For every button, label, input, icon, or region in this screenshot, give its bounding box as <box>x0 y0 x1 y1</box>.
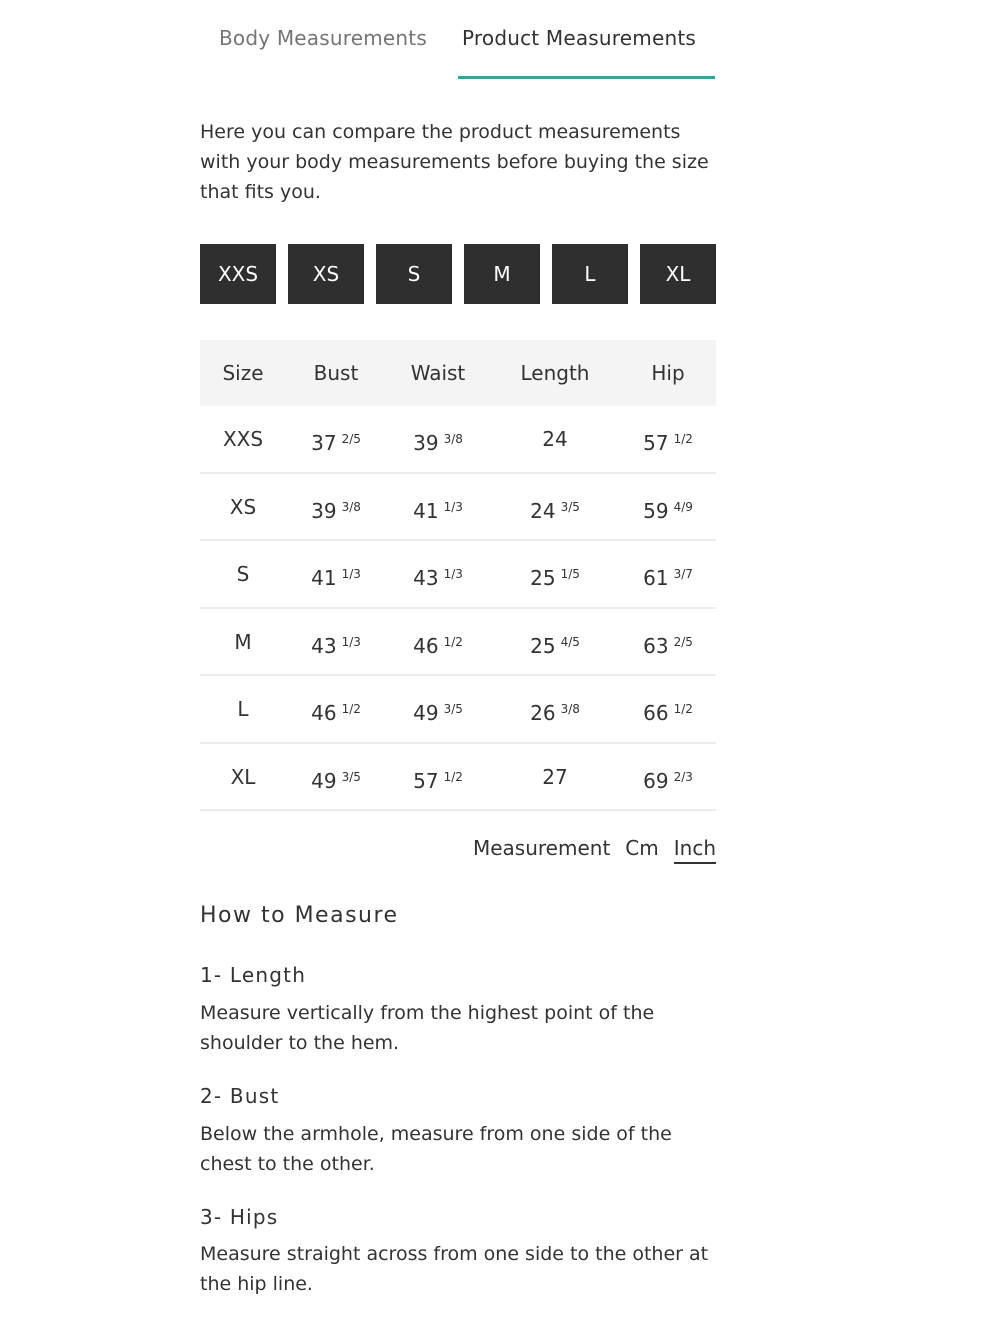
active-tab-indicator <box>458 76 715 79</box>
cell-hip <box>620 676 716 743</box>
cell-waist <box>386 676 490 743</box>
cell-size: XL <box>230 764 256 789</box>
step-title-hips: 3- Hips <box>200 1205 279 1229</box>
cell-fraction: 1/3 <box>443 499 463 514</box>
cell-fraction: 1/2 <box>443 769 463 784</box>
cell-fraction: 3/8 <box>560 702 580 716</box>
size-button-m[interactable]: M <box>464 244 540 304</box>
cell-length <box>490 609 620 676</box>
cell-fraction: 3/5 <box>341 769 361 784</box>
cell-value: 39 <box>413 431 439 455</box>
step-desc-length: Measure vertically from the highest point of the shoulder to the hem. <box>200 1002 655 1054</box>
intro-text: Here you can compare the product measurements with your body measurements before buying the size that fits you. <box>200 121 709 203</box>
cell-waist <box>386 609 490 676</box>
cell-value: 26 <box>530 701 556 725</box>
cell-length <box>490 541 620 608</box>
cell-bust <box>286 676 386 743</box>
cell-fraction: 2/5 <box>341 432 361 446</box>
cell-hip <box>620 406 716 473</box>
cell-fraction: 1/2 <box>443 634 463 649</box>
cell-fraction: 1/3 <box>443 567 463 581</box>
cell-bust <box>286 609 386 676</box>
size-button-xxs[interactable]: XXS <box>200 244 276 304</box>
cell-hip <box>620 744 716 811</box>
cell-waist <box>386 744 490 811</box>
cell-waist <box>386 406 490 473</box>
cell-fraction: 1/5 <box>560 567 580 581</box>
size-selector <box>200 244 716 304</box>
cell-value: 39 <box>311 498 337 523</box>
cell-value: 43 <box>413 566 439 590</box>
cell-fraction: 1/3 <box>341 567 361 581</box>
cell-value: 66 <box>643 701 669 725</box>
cell-bust <box>286 406 386 473</box>
cell-length <box>490 676 620 743</box>
header-hip: Hip <box>651 361 685 385</box>
step-title-bust: 2- Bust <box>200 1084 280 1108</box>
cell-fraction: 1/2 <box>673 702 693 716</box>
cell-fraction: 1/2 <box>673 432 693 446</box>
cell-value: 46 <box>311 701 337 725</box>
cell-size: XXS <box>222 427 264 451</box>
unit-toggle <box>473 836 716 860</box>
cell-size: S <box>236 562 250 586</box>
table-row <box>200 541 716 609</box>
cell-value: 63 <box>643 633 669 658</box>
size-button-xs[interactable]: XS <box>288 244 364 304</box>
table-row <box>200 744 716 812</box>
cell-value: 41 <box>311 566 337 590</box>
table-header <box>200 340 716 406</box>
cell-value: 24 <box>542 427 568 451</box>
cell-fraction: 1/3 <box>341 634 361 649</box>
header-bust: Bust <box>313 361 359 385</box>
cell-bust <box>286 474 386 541</box>
header-waist: Waist <box>410 361 466 385</box>
unit-cm-option[interactable]: Cm <box>625 836 659 860</box>
cell-length <box>490 744 620 811</box>
table-row <box>200 676 716 744</box>
cell-waist <box>386 474 490 541</box>
cell-fraction: 2/3 <box>673 769 693 784</box>
cell-value: 46 <box>413 633 439 658</box>
cell-fraction: 3/7 <box>673 567 693 581</box>
cell-hip <box>620 609 716 676</box>
size-button-s[interactable]: S <box>376 244 452 304</box>
measurement-tabs <box>200 0 716 82</box>
cell-fraction: 3/8 <box>341 499 361 514</box>
cell-value: 49 <box>413 701 439 725</box>
cell-length <box>490 406 620 473</box>
cell-size: L <box>237 697 249 721</box>
header-length: Length <box>520 361 590 385</box>
cell-value: 25 <box>530 633 556 658</box>
size-button-xl[interactable]: XL <box>640 244 716 304</box>
cell-value: 57 <box>643 431 669 455</box>
step-desc-bust: Below the armhole, measure from one side of the chest to the other. <box>200 1123 672 1175</box>
step-title-length: 1- Length <box>200 963 307 987</box>
size-table <box>200 340 716 811</box>
tab-body-measurements[interactable]: Body Measurements <box>219 26 427 50</box>
cell-value: 69 <box>643 768 669 793</box>
cell-value: 49 <box>311 768 337 793</box>
cell-fraction: 2/5 <box>673 634 693 649</box>
how-to-measure-title: How to Measure <box>200 903 399 928</box>
cell-fraction: 1/2 <box>341 702 361 716</box>
cell-value: 37 <box>311 431 337 455</box>
cell-fraction: 3/8 <box>443 432 463 446</box>
tab-product-measurements[interactable]: Product Measurements <box>462 26 697 50</box>
cell-value: 41 <box>413 498 439 523</box>
cell-fraction: 3/5 <box>560 499 580 514</box>
cell-value: 43 <box>311 633 337 658</box>
cell-length <box>490 474 620 541</box>
cell-bust <box>286 541 386 608</box>
step-desc-hips: Measure straight across from one side to the other at the hip line. <box>200 1243 709 1295</box>
cell-size: M <box>234 629 252 654</box>
cell-bust <box>286 744 386 811</box>
cell-value: 27 <box>542 764 568 789</box>
cell-fraction: 3/5 <box>443 702 463 716</box>
table-row <box>200 406 716 474</box>
size-guide <box>200 0 716 1295</box>
unit-label: Measurement <box>472 836 611 860</box>
cell-hip <box>620 474 716 541</box>
cell-fraction: 4/5 <box>560 634 580 649</box>
cell-waist <box>386 541 490 608</box>
cell-fraction: 4/9 <box>673 499 693 514</box>
cell-size: XS <box>229 494 257 519</box>
cell-value: 59 <box>643 498 669 523</box>
unit-inch-option[interactable]: Inch <box>674 836 716 864</box>
table-row <box>200 474 716 542</box>
size-button-l[interactable]: L <box>552 244 628 304</box>
cell-value: 61 <box>643 566 669 590</box>
cell-hip <box>620 541 716 608</box>
header-size: Size <box>222 361 264 385</box>
table-row <box>200 609 716 677</box>
cell-value: 57 <box>413 768 439 793</box>
cell-value: 24 <box>530 498 556 523</box>
cell-value: 25 <box>530 566 556 590</box>
